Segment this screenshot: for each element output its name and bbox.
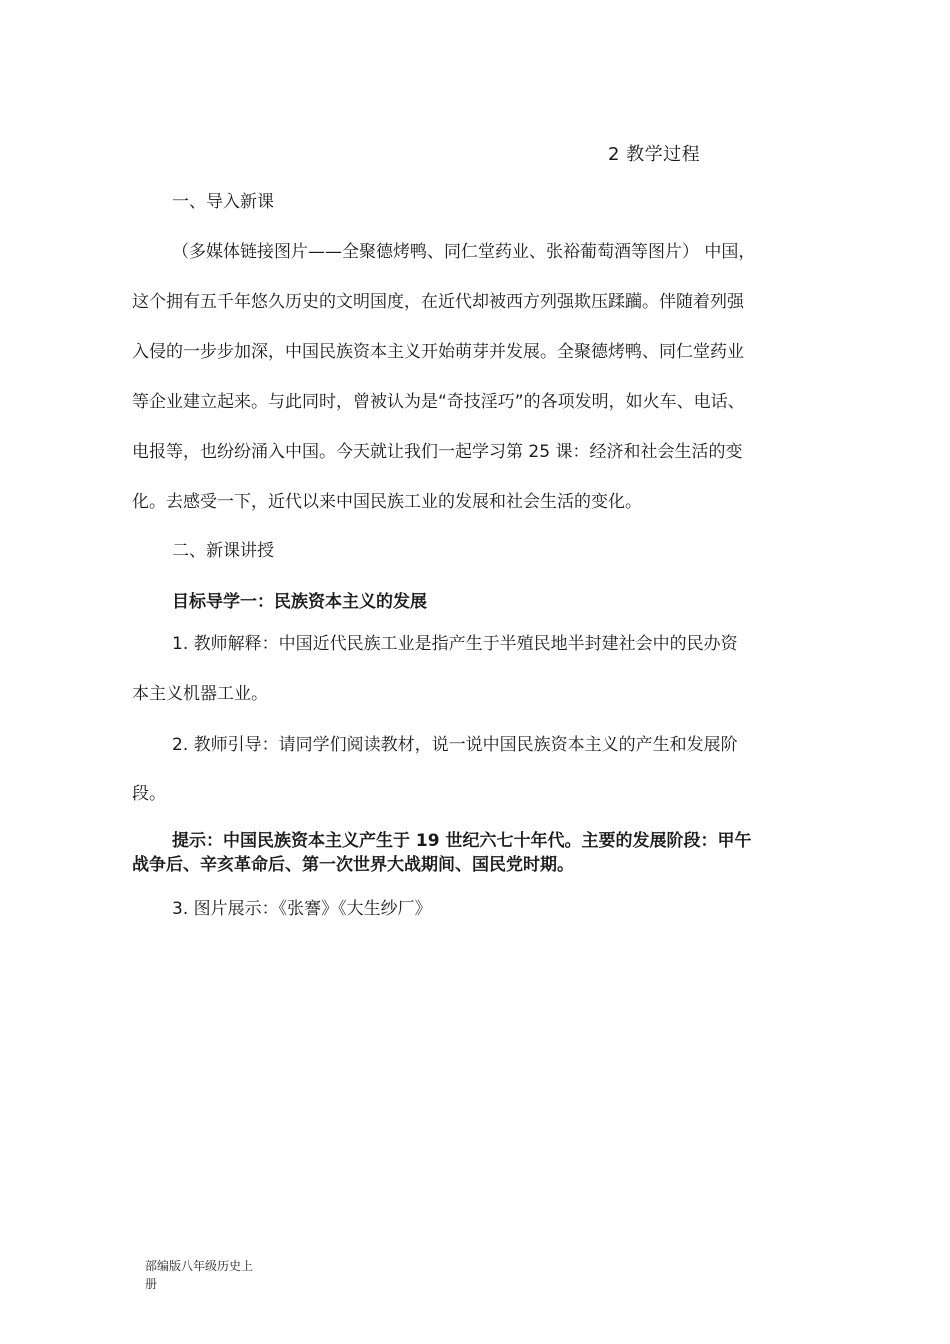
intro-line-5: 电报等，也纷纷涌入中国。今天就让我们一起学习第 25 课：经济和社会生活的变: [132, 442, 743, 462]
item1-line-2: 本主义机器工业。: [132, 684, 268, 704]
item2-line-1: 2. 教师引导：请同学们阅读教材，说一说中国民族资本主义的产生和发展阶: [172, 735, 738, 755]
intro-line-2: 这个拥有五千年悠久历史的文明国度，在近代却被西方列强欺压蹂躏。伴随着列强: [132, 292, 744, 312]
item3-line: 3. 图片展示：《张謇》《大生纱厂》: [172, 899, 432, 919]
hint-line-1: 提示：中国民族资本主义产生于 19 世纪六七十年代。主要的发展阶段：甲午: [172, 831, 752, 851]
goal-title: 目标导学一：民族资本主义的发展: [172, 592, 427, 612]
section2-title: 二、新课讲授: [172, 541, 274, 561]
section-heading: 2 教学过程: [608, 144, 701, 165]
page-footer: [145, 1257, 285, 1293]
intro-line-6: 化。去感受一下，近代以来中国民族工业的发展和社会生活的变化。: [132, 492, 642, 512]
intro-line-4: 等企业建立起来。与此同时，曾被认为是“奇技淫巧”的各项发明，如火车、电话、: [132, 392, 745, 412]
intro-line-3: 入侵的一步步加深，中国民族资本主义开始萌芽并发展。全聚德烤鸭、同仁堂药业: [132, 342, 744, 362]
intro-line-1: （多媒体链接图片——全聚德烤鸭、同仁堂药业、张裕葡萄酒等图片） 中国，: [172, 242, 756, 262]
item1-line-1: 1. 教师解释：中国近代民族工业是指产生于半殖民地半封建社会中的民办资: [172, 634, 738, 654]
hint-line-2: 战争后、辛亥革命后、第一次世界大战期间、国民党时期。: [132, 855, 574, 875]
section1-title: 一、导入新课: [172, 192, 274, 212]
item2-line-2: 段。: [132, 784, 166, 804]
footer-line-2: 册: [145, 1277, 158, 1291]
footer-line-1: 部编版八年级历史上: [145, 1259, 254, 1273]
